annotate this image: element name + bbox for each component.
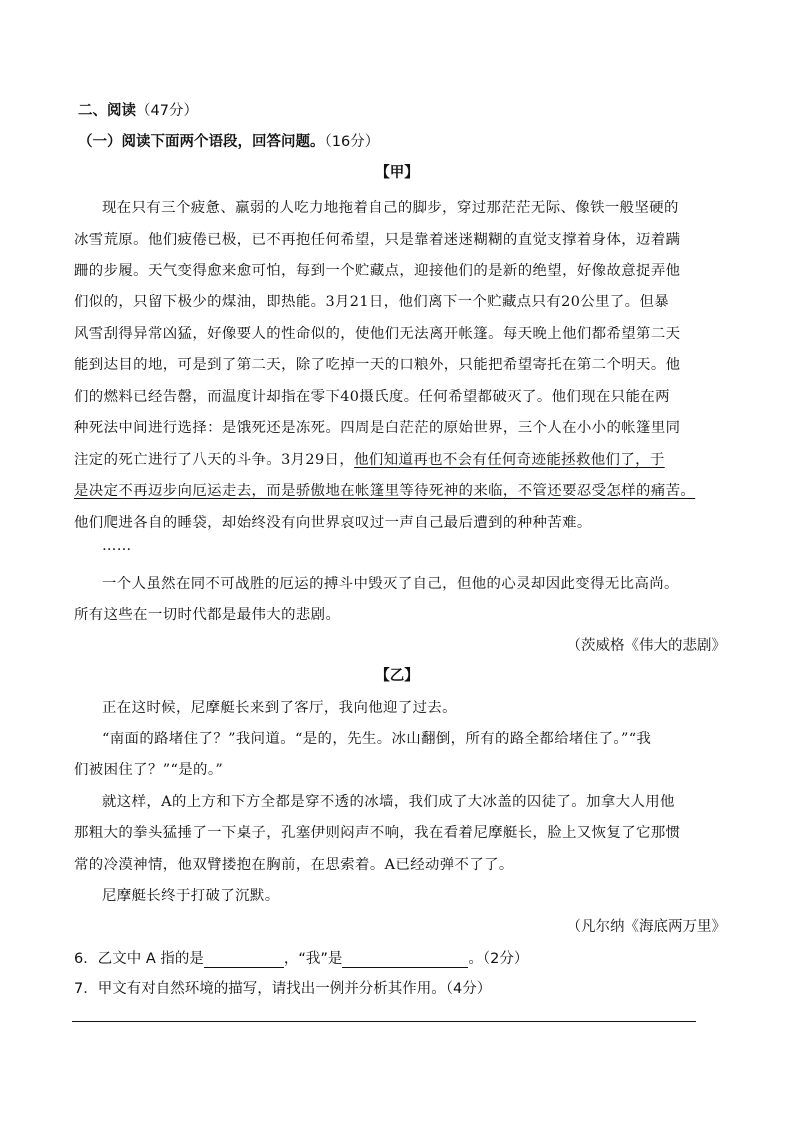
passage-a-line: 他们爬进各自的睡袋，却始终没有向世界哀叹过一声自己最后遭到的种种苦难。: [74, 515, 592, 531]
passage-a-line: 能到达目的地，可是到了第二天，除了吃掉一天的口粮外，只能把希望寄托在第二个明天。他: [74, 357, 681, 373]
passage-b-line: 那粗大的拳头猛捶了一下桌子，孔塞伊则闷声不响，我在看着尼摩艇长，脸上又恢复了它那惯: [74, 825, 681, 841]
section-title-text: 二、阅读: [78, 103, 136, 119]
passage-a-line: 所有这些在一切时代都是最伟大的悲剧。: [74, 607, 341, 623]
underlined-sentence-cont: 是决定不再迈步向厄运走去，而是骄傲地在帐篷里等待死神的来临，不管还要忍受怎样的痛苦。: [74, 483, 696, 499]
passage-b-line: 正在这时候，尼摩艇长来到了客厅，我向他迎了过去。: [102, 700, 457, 716]
passage-a-line: 风雪刮得异常凶猛，好像要人的性命似的，使他们无法离开帐篷。每天晚上他们都希望第二天: [74, 326, 681, 342]
question-6-prefix: 6．乙文中 A 指的是: [74, 951, 204, 967]
passage-a-line: 跚的步履。天气变得愈来愈可怕，每到一个贮藏点，迎接他们的是新的绝望，好像故意捉弄他: [74, 263, 681, 279]
passage-b-heading: 【乙】: [375, 668, 419, 684]
passage-a-line: 们的燃料已经告罄，而温度计却指在零下40摄氏度。任何希望都破灭了。他们现在只能在两: [74, 389, 670, 405]
passage-a-line: 一个人虽然在同不可战胜的厄运的搏斗中毁灭了自己，但他的心灵却因此变得无比高尚。: [102, 576, 679, 592]
underlined-sentence: 他们知道再也不会有任何奇迹能拯救他们了，于: [354, 452, 665, 468]
part-points: （16分）: [324, 134, 380, 150]
ellipsis: ……: [102, 538, 132, 554]
passage-a-source: （茨威格《伟大的悲剧》: [566, 638, 726, 654]
passage-b-line: 尼摩艇长终于打破了沉默。: [102, 888, 280, 904]
section-points: （47分）: [136, 103, 198, 119]
part-title: [78, 130, 379, 151]
passage-a-line-start: 注定的死亡进行了八天的斗争。3月29日，: [74, 452, 355, 468]
question-6-middle: ，“我”是: [283, 951, 343, 967]
passage-b-line: 就这样，A的上方和下方全都是穿不透的冰墙，我们成了大冰盖的囚徒了。加拿大人用他: [102, 794, 675, 810]
passage-b-line: “南面的路堵住了？”我问道。“是的，先生。冰山翻倒，所有的路全都给堵住了。”“我: [102, 731, 652, 747]
passage-b-line: 常的冷漠神情，他双臂搂抱在胸前，在思索着。A已经动弹不了了。: [74, 857, 514, 873]
section-title: [78, 99, 198, 120]
passage-b-line: 们被困住了？”“是的。”: [74, 762, 224, 778]
passage-b-source: （凡尔纳《海底两万里》: [566, 919, 726, 935]
question-6-suffix: 。（2分）: [468, 951, 529, 967]
passage-a-line: [74, 448, 665, 469]
part-title-text: （一）阅读下面两个语段，回答问题。: [78, 134, 325, 150]
passage-a-line: 种死法中间进行选择：是饿死还是冻死。四周是白茫茫的原始世界，三个人在小小的帐篷里同: [74, 420, 681, 436]
passage-a-line: 现在只有三个疲惫、羸弱的人吃力地拖着自己的脚步，穿过那茫茫无际、像铁一般坚硬的: [102, 200, 679, 216]
answer-blank-a[interactable]: [204, 953, 284, 968]
answer-blank-me[interactable]: [342, 953, 468, 968]
answer-line[interactable]: [72, 1021, 696, 1022]
passage-a-line: 冰雪荒原。他们疲倦已极，已不再抱任何希望，只是靠着迷迷糊糊的直觉支撑着身体，迈着蹒: [74, 232, 681, 248]
passage-a-heading: 【甲】: [375, 165, 419, 181]
passage-a-line: 们似的，只留下极少的煤油，即热能。3月21日，他们离下一个贮藏点只有20公里了。但暴: [74, 294, 670, 310]
question-7: 7．甲文有对自然环境的描写，请找出一例并分析其作用。（4分）: [74, 981, 492, 997]
question-6: [74, 947, 528, 968]
